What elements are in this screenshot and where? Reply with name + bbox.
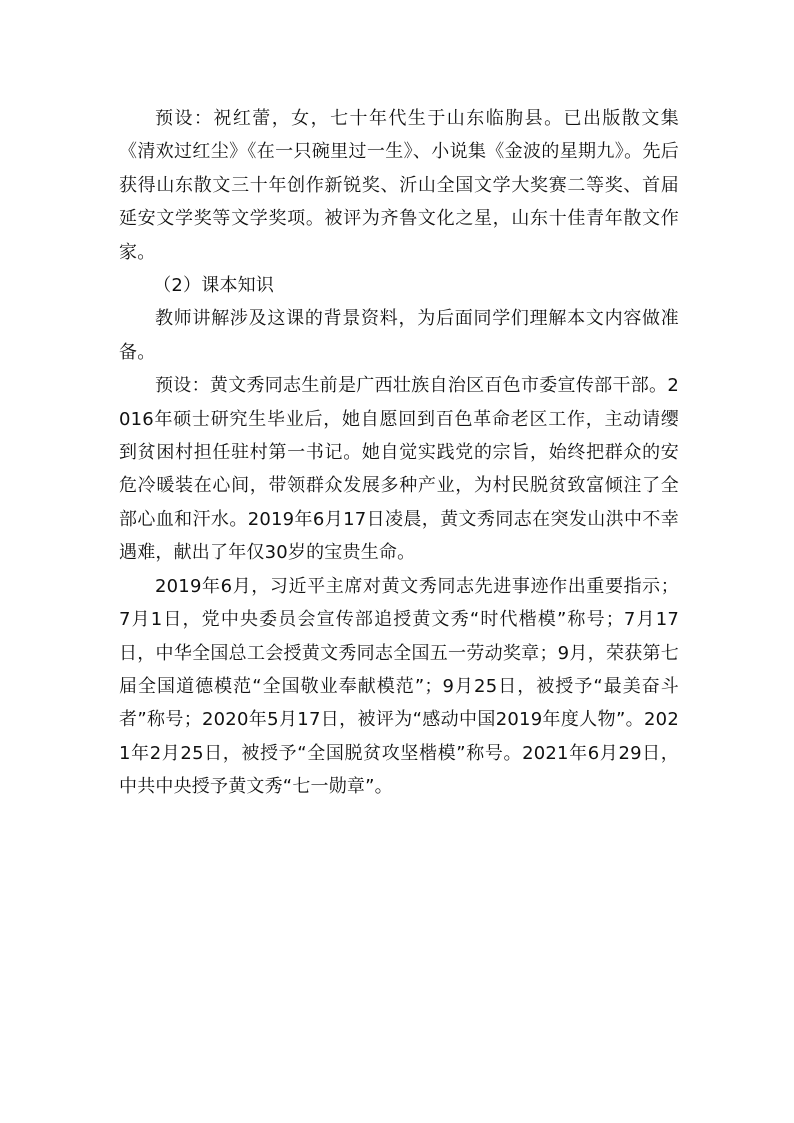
- teacher-explanation-paragraph: 教师讲解涉及这课的背景资料，为后面同学们理解本文内容做准备。: [119, 308, 679, 363]
- section-heading-textbook-knowledge: （2）课本知识: [153, 275, 275, 297]
- document-body: [119, 102, 679, 804]
- honors-timeline-paragraph: 2019年6月，习近平主席对黄文秀同志先进事迹作出重要指示；7月1日，党中央委员会宣传部追授黄文秀“时代楷模”称号；7月17日，中华全国总工会授黄文秀同志全国五一劳动奖章；9月，荣获第七届全国道德模范“全国敬业奉献模范”；9月25日，被授予“最美奋斗者”称号；2020年5月17日，被评为“感动中国2019年度人物”。2021年2月25日，被授予“全国脱贫攻坚楷模”称号。2021年6月29日，中共中央授予黄文秀“七一勋章”。: [119, 575, 679, 798]
- huang-wenxiu-bio-paragraph: 预设：黄文秀同志生前是广西壮族自治区百色市委宣传部干部。2016年硕士研究生毕业后，她自愿回到百色革命老区工作，主动请缨到贫困村担任驻村第一书记。她自觉实践党的宗旨，始终把群众的安危冷暖装在心间，带领群众发展多种产业，为村民脱贫致富倾注了全部心血和汗水。2019年6月17日凌晨，黄文秀同志在突发山洪中不幸遇难，献出了年仅30岁的宝贵生命。: [119, 375, 679, 564]
- author-intro-paragraph: 预设：祝红蕾，女，七十年代生于山东临朐县。已出版散文集《清欢过红尘》《在一只碗里过一生》、小说集《金波的星期九》。先后获得山东散文三十年创作新锐奖、沂山全国文学大奖赛二等奖、首届延安文学奖等文学奖项。被评为齐鲁文化之星，山东十佳青年散文作家。: [119, 108, 679, 263]
